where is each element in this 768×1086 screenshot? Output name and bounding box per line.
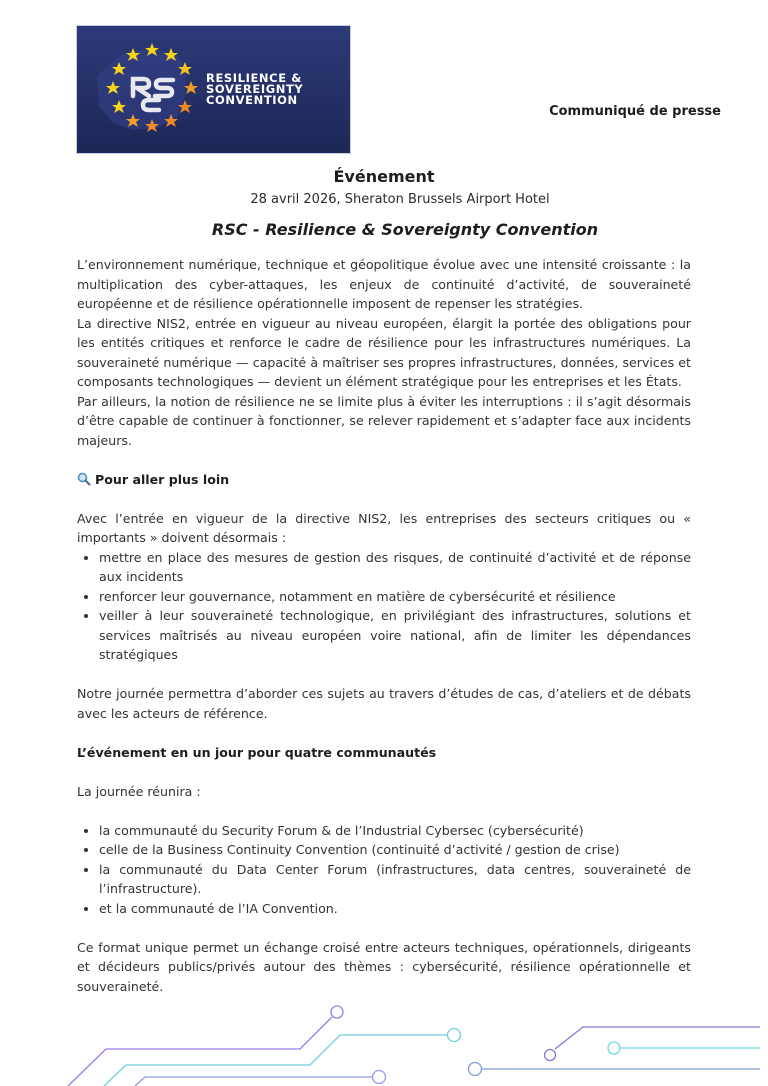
further-closing: Notre journée permettra d’aborder ces sujets au travers d’études de cas, d’ateliers et de débats avec les acteurs de référence. xyxy=(77,686,691,721)
obligations-list xyxy=(77,548,691,665)
event-name: RSC - Resilience & Sovereignty Convention xyxy=(211,220,599,239)
circuit-lines-decoration xyxy=(0,995,768,1086)
communities-list xyxy=(77,821,691,919)
communities-closing: Ce format unique permet un échange croisé entre acteurs techniques, opérationnels, dirigeants et décideurs publics/privés autour des thèmes : cybersécurité, résilience opérationnelle et souveraineté. xyxy=(77,939,691,994)
document-body xyxy=(77,255,691,996)
press-release-label: Communiqué de presse xyxy=(549,104,721,119)
intro-paragraph: L’environnement numérique, technique et géopolitique évolue avec une intensité croissante : la multiplication des cyber-attaques, les enjeux de continuité d’activité, de souveraineté européenne et de résilience opérationnelle imposent de repenser les stratégies. xyxy=(77,257,691,311)
further-lead: Avec l’entrée en vigueur de la directive NIS2, les entreprises des secteurs critiques ou « importants » doivent désormais : xyxy=(77,510,691,545)
list-item: • la communauté du Security Forum & de l’Industrial Cybersec (cybersécurité) xyxy=(99,821,691,841)
list-item: • et la communauté de l’IA Convention. xyxy=(99,899,691,919)
intro-paragraph: Par ailleurs, la notion de résilience ne se limite plus à éviter les interruptions : il s’agit désormais d’être capable de continuer à fonctionner, se relever rapidement et s’adapter face aux incidents majeurs. xyxy=(77,393,691,448)
event-heading: Événement xyxy=(333,167,435,186)
intro-paragraph: La directive NIS2, entrée en vigueur au niveau européen, élargit la portée des obligations pour les entités critiques et renforce le cadre de résilience pour les infrastructures numériques. La souveraineté numérique — capacité à maîtriser ses propres infrastructures, données, services et composants technologiques — devient un élément stratégique pour les entreprises et les États. xyxy=(77,315,691,389)
list-item: • mettre en place des mesures de gestion des risques, de continuité d’activité et de réponse aux incidents xyxy=(99,548,691,587)
list-item: • renforcer leur gouvernance, notamment en matière de cybersécurité et résilience xyxy=(99,587,691,607)
section-heading-further: Pour aller plus loin xyxy=(77,470,691,490)
rsc-logo xyxy=(77,26,350,153)
communities-lead: La journée réunira : xyxy=(77,783,201,799)
section-heading-communities: L’événement en un jour pour quatre communautés xyxy=(77,744,437,760)
list-item: • veiller à leur souveraineté technologique, en privilégiant des infrastructures, solutions et services maîtrisés au niveau européen voire national, afin de limiter les dépendances stratégiques xyxy=(99,606,691,665)
list-item: • la communauté du Data Center Forum (infrastructures, data centres, souveraineté de l’infrastructure). xyxy=(99,860,691,899)
logo-wordmark: RESILIENCE & SOVEREIGNTY CONVENTION xyxy=(206,71,304,107)
magnifier-icon xyxy=(77,472,91,486)
list-item: • celle de la Business Continuity Convention (continuité d’activité / gestion de crise) xyxy=(99,840,691,860)
event-date-location: 28 avril 2026, Sheraton Brussels Airport Hotel xyxy=(250,192,550,207)
